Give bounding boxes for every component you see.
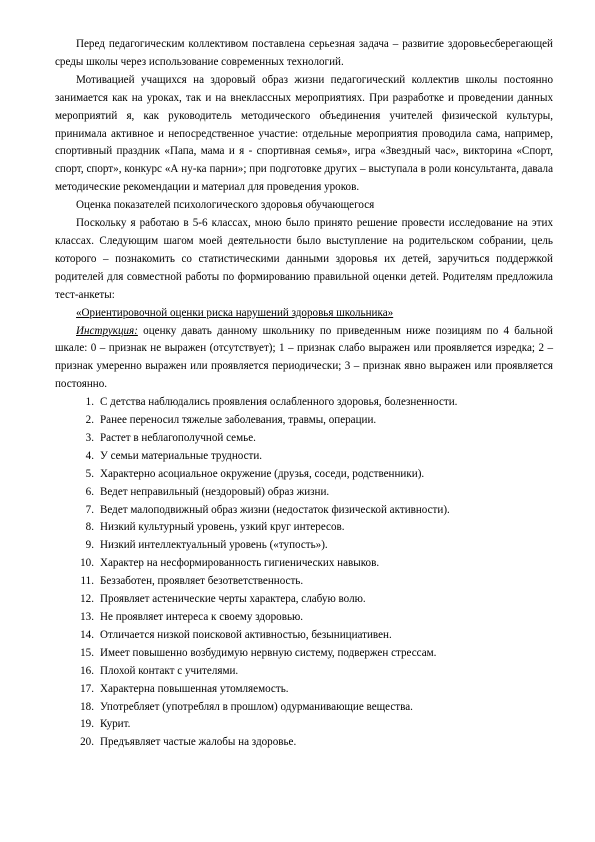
list-item xyxy=(55,699,553,717)
list-item xyxy=(55,466,553,484)
list-item-number: 20. xyxy=(80,736,94,749)
list-item-text: Отличается низкой поисковой активностью, безынициативен. xyxy=(100,628,392,641)
list-item-number: 2. xyxy=(85,414,94,427)
list-item-text: Низкий интеллектуальный уровень («тупость»). xyxy=(100,539,328,552)
list-item-text: Имеет повышенно возбудимую нервную систему, подвержен стрессам. xyxy=(100,646,437,659)
paragraph-intro: Перед педагогическим коллективом поставлена серьезная задача – развитие здоровьесберегающей среды школы через использование современных технологий. xyxy=(55,38,553,68)
list-item xyxy=(55,394,553,412)
list-item-text: Предъявляет частые жалобы на здоровье. xyxy=(100,736,297,749)
list-item-number: 18. xyxy=(80,700,94,713)
list-item xyxy=(55,609,553,627)
list-item-text: Ранее переносил тяжелые заболевания, травмы, операции. xyxy=(100,414,377,427)
list-item-number: 3. xyxy=(85,431,94,444)
list-item-text: Плохой контакт с учителями. xyxy=(100,664,239,677)
test-title xyxy=(55,305,553,323)
list-item-text: Растет в неблагополучной семье. xyxy=(100,431,256,444)
list-item xyxy=(55,573,553,591)
list-item-number: 10. xyxy=(80,557,94,570)
instruction-paragraph xyxy=(55,323,553,395)
list-item-text: Употребляет (употреблял в прошлом) одурманивающие вещества. xyxy=(100,700,413,713)
list-item-text: Характерна повышенная утомляемость. xyxy=(100,682,289,695)
list-item-number: 15. xyxy=(80,646,94,659)
list-item xyxy=(55,502,553,520)
section-heading: Оценка показателей психологического здоровья обучающегося xyxy=(76,199,375,212)
list-item xyxy=(55,519,553,537)
list-item-number: 14. xyxy=(80,628,94,641)
list-item-text: Проявляет астенические черты характера, слабую волю. xyxy=(100,593,366,606)
list-item-text: Ведет малоподвижный образ жизни (недостаток физической активности). xyxy=(100,503,450,516)
list-item xyxy=(55,412,553,430)
list-item xyxy=(55,681,553,699)
list-item xyxy=(55,537,553,555)
list-item-number: 11. xyxy=(80,575,94,588)
list-item-text: Низкий культурный уровень, узкий круг интересов. xyxy=(100,521,345,534)
paragraph-motivation: Мотивацией учащихся на здоровый образ жизни педагогический коллектив школы постоянно занимается как на уроках, так и на внеклассных мероприятиях. При разработке и проведении данных мероприятий я, как руководитель методического объединения учителей физической культуры, принимала активное и непосредственное участие: отдельные мероприятия проводила сама, например, спортивный праздник «Папа, мама и я - спортивная семья», игра «Звездный час», викторина «Спорт, спорт, спорт», конкурс «А ну-ка парни»; при подготовке других – выступала в роли консультанта, давала методические рекомендации и материал для проведения уроков. xyxy=(55,73,553,194)
list-item xyxy=(55,663,553,681)
list-item-text: Характер на несформированность гигиенических навыков. xyxy=(100,557,380,570)
list-item-text: С детства наблюдались проявления ослабленного здоровья, болезненности. xyxy=(100,396,458,409)
paragraph-research: Поскольку я работаю в 5-6 классах, мною было принято решение провести исследование на этих классах. Следующим шагом моей деятельности было выступление на родительском собрании, цель которого – познакомить со статистическими данными здоровья их детей, заручиться поддержкой родителей для совместной работы по формированию правильной оценки детей. Родителям предложила тест-анкеты: xyxy=(55,217,553,301)
list-item xyxy=(55,716,553,734)
list-item-text: Ведет неправильный (нездоровый) образ жизни. xyxy=(100,485,330,498)
list-item xyxy=(55,555,553,573)
list-item-text: Курит. xyxy=(100,718,131,731)
list-item xyxy=(55,627,553,645)
list-item-text: Не проявляет интереса к своему здоровью. xyxy=(100,611,304,623)
list-item xyxy=(55,645,553,663)
list-item xyxy=(55,734,553,752)
list-item-text: У семьи материальные трудности. xyxy=(100,449,263,462)
list-item-number: 19. xyxy=(80,718,94,731)
list-item-number: 5. xyxy=(85,467,94,480)
list-item-number: 4. xyxy=(85,449,94,462)
list-item xyxy=(55,448,553,466)
list-item-number: 1. xyxy=(85,396,94,409)
test-title-text: «Ориентировочной оценки риска нарушений здоровья школьника» xyxy=(76,306,394,319)
question-list xyxy=(55,394,553,752)
list-item-number: 16. xyxy=(80,664,94,677)
list-item-number: 8. xyxy=(85,521,94,534)
list-item xyxy=(55,591,553,609)
list-item-number: 7. xyxy=(85,503,94,516)
list-item-text: Характерно асоциальное окружение (друзья, соседи, родственники). xyxy=(100,467,425,480)
list-item-number: 6. xyxy=(85,485,94,498)
list-item xyxy=(55,430,553,448)
list-item xyxy=(55,484,553,502)
list-item-number: 9. xyxy=(85,539,94,552)
list-item-number: 13. xyxy=(80,611,94,623)
list-item-text: Беззаботен, проявляет безответственность. xyxy=(100,575,304,588)
instruction-label: Инструкция: xyxy=(76,324,138,337)
list-item-number: 12. xyxy=(80,593,94,606)
instruction-text: оценку давать данному школьнику по приведенным ниже позициям по 4 бальной шкале: 0 – признак не выражен (отсутствует); 1 – признак слабо выражен или проявляется изредка; 2 – признак умеренно выражен или проявляется периодически; 3 – признак явно выражен или проявляется постоянно. xyxy=(55,324,553,391)
list-item-number: 17. xyxy=(80,682,94,695)
document-page xyxy=(55,36,553,752)
